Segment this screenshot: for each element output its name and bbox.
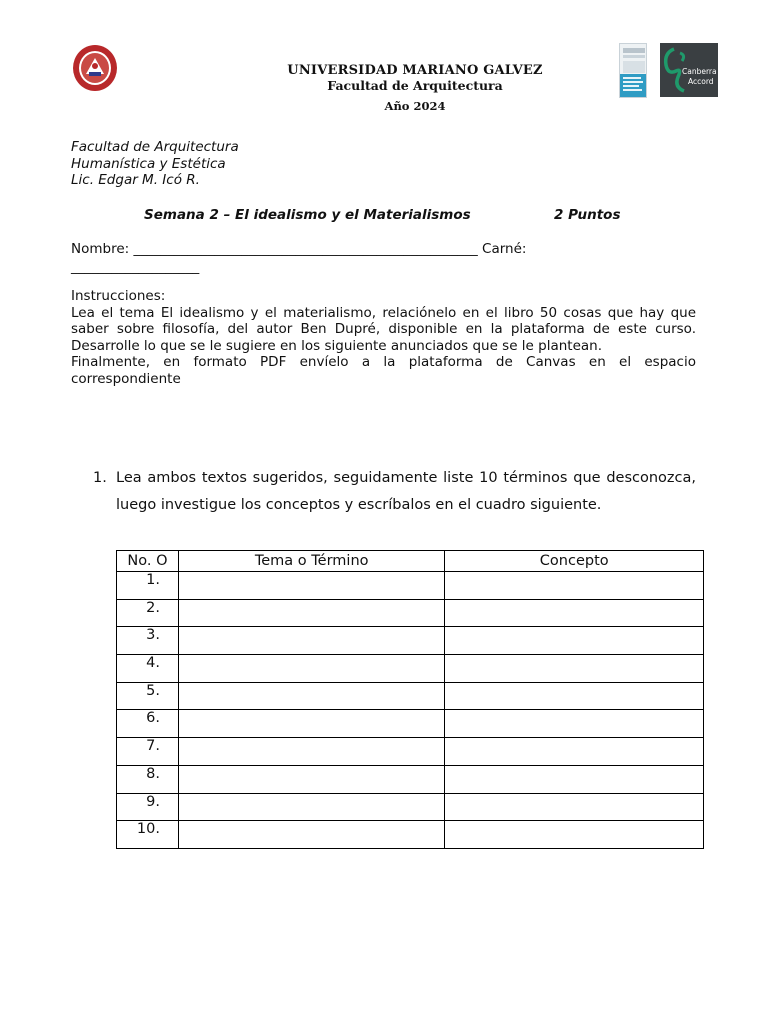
instructions-line: Finalmente, en formato PDF envíelo a la plataforma de Canvas en el espacio	[71, 354, 696, 370]
instructions-line: Desarrolle lo que se le sugiere en los siguiente anunciados que se le plantean.	[71, 337, 603, 354]
canberra-accord-text: Canberra Accord	[682, 67, 717, 86]
header-year: Año 2024	[384, 99, 446, 113]
name-field-line: Nombre: ___________________________________________________ Carné:	[71, 241, 527, 257]
row-number: 1.	[117, 572, 179, 600]
term-cell[interactable]	[178, 821, 445, 849]
concept-cell[interactable]	[445, 793, 704, 821]
concept-cell[interactable]	[445, 599, 704, 627]
instructions-line: Lea el tema El idealismo y el materialismo, relaciónelo en el libro 50 cosas que hay que	[71, 304, 696, 321]
row-number: 5.	[117, 682, 179, 710]
term-cell[interactable]	[178, 765, 445, 793]
instructions-line: correspondiente	[71, 370, 181, 387]
row-number: 3.	[117, 627, 179, 655]
table-header-row	[117, 551, 704, 572]
table-row	[117, 821, 704, 849]
row-number: 10.	[117, 821, 179, 849]
table-row	[117, 599, 704, 627]
concept-cell[interactable]	[445, 765, 704, 793]
column-header-concept: Concepto	[445, 551, 704, 572]
carne-field-line: ___________________	[71, 259, 200, 275]
table-row	[117, 572, 704, 600]
question-text: Lea ambos textos sugeridos, seguidamente liste 10 términos que desconozca, luego investigue los conceptos y escríbalos en el cuadro siguiente.	[116, 470, 696, 513]
table-row	[117, 710, 704, 738]
row-number: 8.	[117, 765, 179, 793]
term-cell[interactable]	[178, 599, 445, 627]
concept-cell[interactable]	[445, 627, 704, 655]
row-number: 7.	[117, 738, 179, 766]
assignment-title: Semana 2 – El idealismo y el Materialismos	[144, 207, 471, 223]
question-number: 1.	[93, 470, 107, 486]
instructions-line: saber sobre filosofía, del autor Ben Dupré, disponible en la plataforma de este curso.	[71, 321, 696, 337]
university-name: UNIVERSIDAD MARIANO GALVEZ	[287, 63, 543, 78]
table-row	[117, 765, 704, 793]
instructions-block	[71, 288, 696, 387]
concept-cell[interactable]	[445, 572, 704, 600]
assignment-points: 2 Puntos	[554, 207, 621, 223]
course-faculty: Facultad de Arquitectura	[71, 139, 239, 155]
accreditation-logo	[619, 43, 647, 98]
table-row	[117, 682, 704, 710]
concept-cell[interactable]	[445, 655, 704, 683]
concept-cell[interactable]	[445, 821, 704, 849]
term-cell[interactable]	[178, 738, 445, 766]
university-seal-logo	[72, 44, 118, 92]
course-info	[71, 139, 239, 189]
term-cell[interactable]	[178, 572, 445, 600]
term-cell[interactable]	[178, 710, 445, 738]
table-row	[117, 627, 704, 655]
question-1	[93, 465, 696, 519]
column-header-term: Tema o Término	[178, 551, 445, 572]
course-instructor: Lic. Edgar M. Icó R.	[71, 172, 200, 188]
term-cell[interactable]	[178, 655, 445, 683]
terms-table	[116, 550, 704, 849]
row-number: 2.	[117, 599, 179, 627]
column-header-number: No. O	[117, 551, 179, 572]
course-name: Humanística y Estética	[71, 155, 226, 172]
instructions-heading: Instrucciones:	[71, 288, 166, 304]
table-row	[117, 655, 704, 683]
concept-cell[interactable]	[445, 738, 704, 766]
term-cell[interactable]	[178, 793, 445, 821]
row-number: 4.	[117, 655, 179, 683]
table-row	[117, 793, 704, 821]
row-number: 6.	[117, 710, 179, 738]
concept-cell[interactable]	[445, 682, 704, 710]
table-row	[117, 738, 704, 766]
canberra-accord-logo	[660, 43, 718, 97]
row-number: 9.	[117, 793, 179, 821]
header-faculty: Facultad de Arquitectura	[327, 78, 503, 93]
term-cell[interactable]	[178, 682, 445, 710]
document-header	[250, 63, 580, 113]
concept-cell[interactable]	[445, 710, 704, 738]
term-cell[interactable]	[178, 627, 445, 655]
